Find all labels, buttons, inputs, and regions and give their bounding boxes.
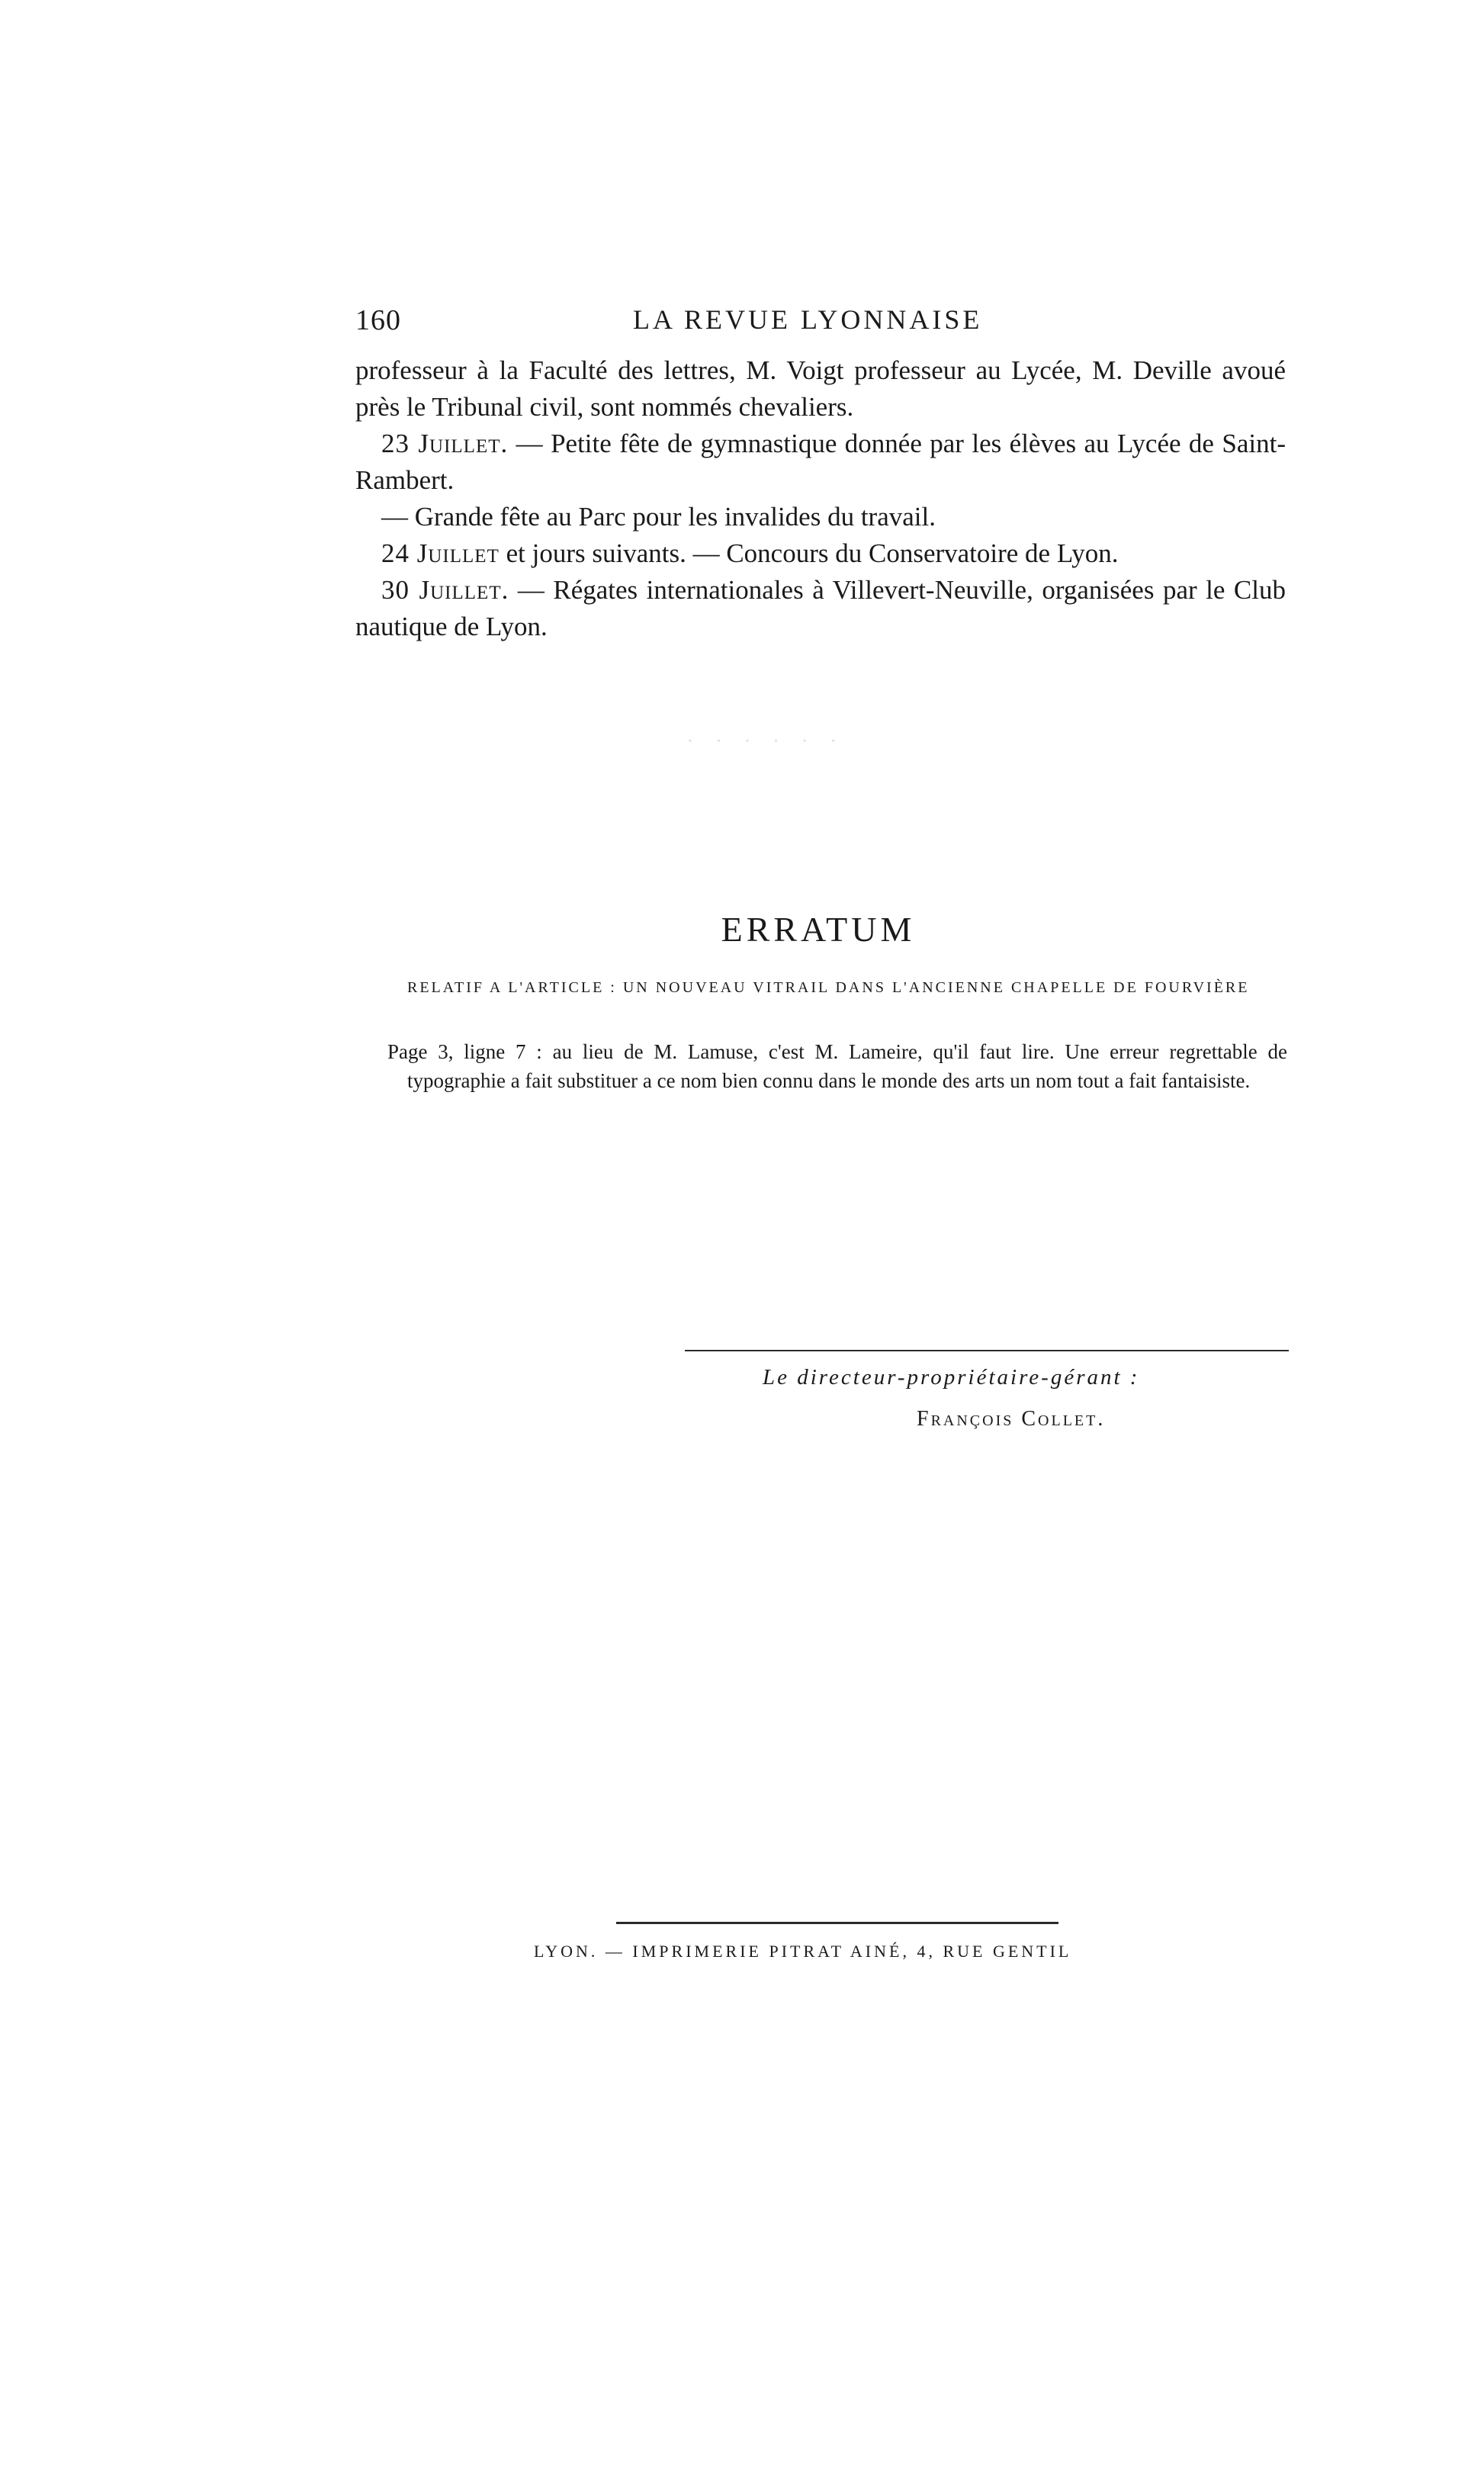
- erratum-subtitle: RELATIF A L'ARTICLE : UN NOUVEAU VITRAIL DANS L'ANCIENNE CHAPELLE DE FOURVIÈRE: [407, 979, 1250, 996]
- text-july-30: — Régates internationales à Villevert-Neuville, organisées par le Club nautique de Lyon.: [355, 575, 1286, 641]
- running-title: LA REVUE LYONNAISE: [633, 304, 983, 335]
- page-number: 160: [355, 304, 401, 336]
- signature-role: Le directeur-propriétaire-gérant :: [763, 1365, 1140, 1389]
- signature-rule: [685, 1350, 1289, 1351]
- imprint-rule: [616, 1922, 1058, 1924]
- paragraph-appointments: professeur à la Faculté des lettres, M. Voigt professeur au Lycée, M. Deville avoué près le Tribunal civil, sont nommés chevaliers.: [355, 355, 1286, 422]
- text-july-23: — Petite fête de gymnastique donnée par les élèves au Lycée de Saint-Rambert.: [355, 429, 1286, 495]
- paragraph-july-24: [355, 535, 1286, 572]
- erratum-note-text: Page 3, ligne 7 : au lieu de M. Lamuse, c'est M. Lameire, qu'il faut lire. Une erreur regrettable de typographie a fait substituer a ce nom bien connu dans le monde des arts un nom tout a fait fantaisiste.: [387, 1040, 1287, 1092]
- show-through-mark: · · · · · ·: [686, 728, 845, 753]
- body-text: [355, 352, 1286, 645]
- imprint-line: LYON. — IMPRIMERIE PITRAT AINÉ, 4, RUE GENTIL: [534, 1942, 1072, 1961]
- paragraph-july-30: [355, 572, 1286, 645]
- paragraph-grande-fete: — Grande fête au Parc pour les invalides du travail.: [381, 502, 936, 532]
- date-july-30: 30 Juillet.: [381, 575, 509, 605]
- text-july-24: et jours suivants. — Concours du Conservatoire de Lyon.: [499, 538, 1119, 568]
- date-july-24: 24 Juillet: [381, 538, 499, 568]
- paragraph-july-23: [355, 426, 1286, 499]
- erratum-title: ERRATUM: [721, 910, 916, 949]
- date-july-23: 23 Juillet.: [381, 429, 509, 458]
- signature-name: François Collet.: [917, 1407, 1106, 1431]
- erratum-note: [387, 1037, 1287, 1095]
